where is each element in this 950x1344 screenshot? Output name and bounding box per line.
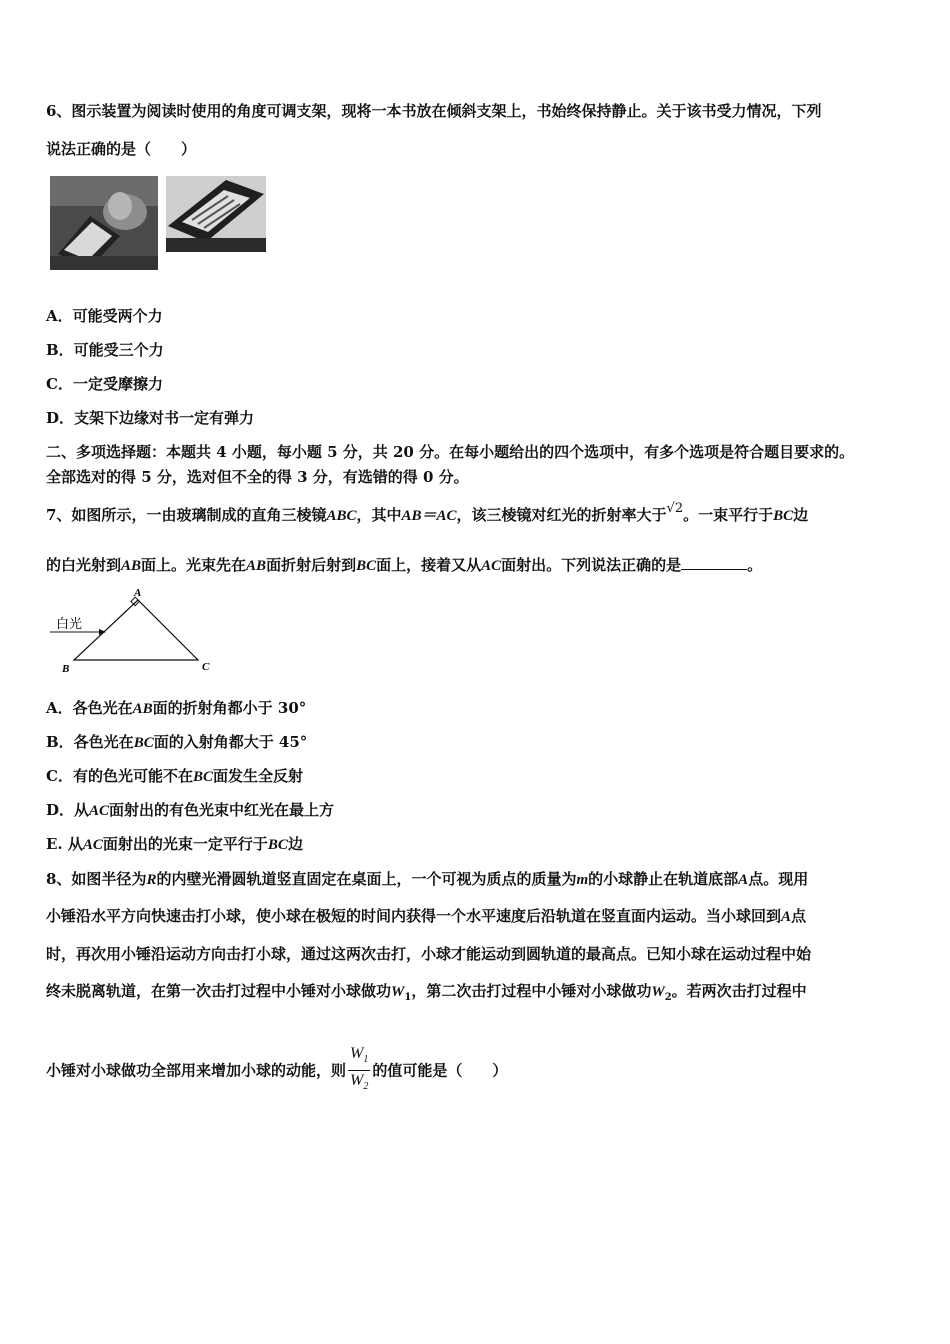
q7-var-abc: ABC (326, 508, 357, 524)
q8-text: 的值可能是（ ） (372, 1061, 508, 1080)
q7-option-c (46, 765, 303, 788)
subscript-1: 1 (363, 1054, 369, 1066)
subscript-2: 2 (664, 992, 672, 1003)
q8-var-m: m (576, 872, 589, 888)
subscript-2: 2 (363, 1081, 369, 1093)
q8-text: 点 (791, 907, 807, 925)
option-text: 面发生全反射 (212, 767, 303, 785)
label-white-light: 白光 (56, 617, 83, 632)
subscript-1: 1 (404, 992, 412, 1003)
q8-line3: 时，再次用小锤沿运动方向击打小球，通过这两次击打，小球才能运动到圆轨道的最高点。已知小球在运动过程中始 (46, 945, 812, 963)
q7-var-ab: AB (121, 558, 142, 574)
vertex-label-a: A (134, 587, 142, 599)
q8-var-a: A (781, 909, 792, 925)
section2-line2: 全部选对的得 5 分，选对但不全的得 3 分，有选错的得 0 分。 (46, 468, 469, 486)
q8-text: 的内壁光滑圆轨道竖直固定在桌面上，一个可视为质点的质量为 (156, 870, 577, 888)
fraction-w1-over-w2 (348, 1044, 370, 1097)
q7-option-b (46, 731, 307, 754)
q7-text: ，其中 (356, 506, 402, 524)
q8-text: 小锤对小球做功全部用来增加小球的动能，则 (46, 1061, 347, 1080)
q8-line1 (46, 868, 808, 891)
q6-option-a: A．可能受两个力 (46, 307, 163, 325)
frac-denominator: W (350, 1072, 364, 1090)
q8-text: 终未脱离轨道，在第一次击打过程中小锤对小球做功 (46, 982, 392, 1000)
q7-stem-line1 (46, 501, 809, 528)
q8-text: 小锤沿水平方向快速击打小球，使小球在极短的时间内获得一个水平速度后沿轨道在竖直面内运动。当小球回到 (46, 907, 782, 925)
q6-stem-line1: 6、图示装置为阅读时使用的角度可调支架，现将一本书放在倾斜支架上，书始终保持静止。关于该书受力情况，下列 (46, 102, 822, 120)
q8-text: 点。现用 (748, 870, 809, 888)
sqrt2-symbol: √2 (666, 501, 684, 516)
option-text: C．有的色光可能不在 (46, 767, 193, 785)
q7-text: 面上。光束先在 (141, 556, 247, 574)
q7-text: 边 (793, 506, 809, 524)
q6-option-c: C．一定受摩擦力 (46, 375, 163, 393)
q6-stem-line2: 说法正确的是（ ） (46, 140, 197, 158)
q7-text: 7、如图所示，一由玻璃制成的直角三棱镜 (46, 506, 327, 524)
q8-text: 。若两次击打过程中 (671, 982, 807, 1000)
option-text: 面的折射角都小于 30° (152, 699, 307, 717)
q8-text: 8、如图半径为 (46, 870, 147, 888)
q7-var-ac: AC (481, 558, 502, 574)
option-text: 面射出的有色光束中红光在最上方 (109, 801, 335, 819)
q7-text: 面射出。下列说法正确的是 (501, 556, 682, 574)
vertex-label-b: B (62, 663, 70, 675)
q8-text: 的小球静止在轨道底部 (588, 870, 739, 888)
option-var: BC (133, 735, 154, 751)
option-text: 面射出的光束一定平行于 (102, 835, 268, 853)
q8-line5 (46, 1044, 507, 1097)
q8-line4 (46, 980, 807, 1009)
q8-text: ，第二次击打过程中小锤对小球做功 (411, 982, 652, 1000)
q7-text: 面上，接着又从 (376, 556, 482, 574)
option-text: B．各色光在 (46, 733, 134, 751)
option-text: 边 (287, 835, 303, 853)
q8-line2 (46, 905, 806, 928)
option-var: BC (192, 769, 213, 785)
q7-option-a (46, 697, 306, 720)
q8-var-w: W (391, 984, 405, 1000)
option-var: AC (82, 837, 103, 853)
q7-var-ab: AB (246, 558, 267, 574)
vertex-label-c: C (202, 661, 210, 673)
option-text: D．从 (46, 801, 90, 819)
prism-diagram (46, 586, 226, 676)
frac-numerator: W (350, 1045, 364, 1062)
q7-var-bc: BC (356, 558, 377, 574)
q7-var-ab-eq-ac: AB＝AC (401, 508, 457, 524)
q7-text: 的白光射到 (46, 556, 122, 574)
q7-var-bc: BC (773, 508, 794, 524)
q7-text: 面折射后射到 (266, 556, 357, 574)
q7-text: ，该三棱镜对红光的折射率大于 (456, 506, 667, 524)
q7-text: 。一束平行于 (683, 506, 774, 524)
q8-var-r: R (146, 872, 157, 888)
answer-blank (681, 555, 747, 570)
section2-line1: 二、多项选择题：本题共 4 小题，每小题 5 分，共 20 分。在每小题给出的四个选项中，有多个选项是符合题目要求的。 (46, 443, 855, 461)
option-text: 面的入射角都大于 45° (153, 733, 308, 751)
option-text: E. 从 (46, 835, 83, 853)
q8-var-w: W (651, 984, 665, 1000)
q6-option-d: D．支架下边缘对书一定有弹力 (46, 409, 255, 427)
q7-option-e (46, 833, 303, 856)
option-var: BC (267, 837, 288, 853)
q8-var-a: A (738, 872, 749, 888)
q6-option-b: B．可能受三个力 (46, 341, 164, 359)
q7-stem-line2 (46, 554, 762, 577)
book-stand-photo-left (50, 176, 158, 270)
prism-triangle (74, 600, 198, 660)
option-var: AC (89, 803, 110, 819)
q7-text: 。 (747, 556, 763, 574)
q7-option-d (46, 799, 334, 822)
option-var: AB (132, 701, 153, 717)
option-text: A．各色光在 (46, 699, 133, 717)
book-stand-photo-right (166, 176, 266, 252)
